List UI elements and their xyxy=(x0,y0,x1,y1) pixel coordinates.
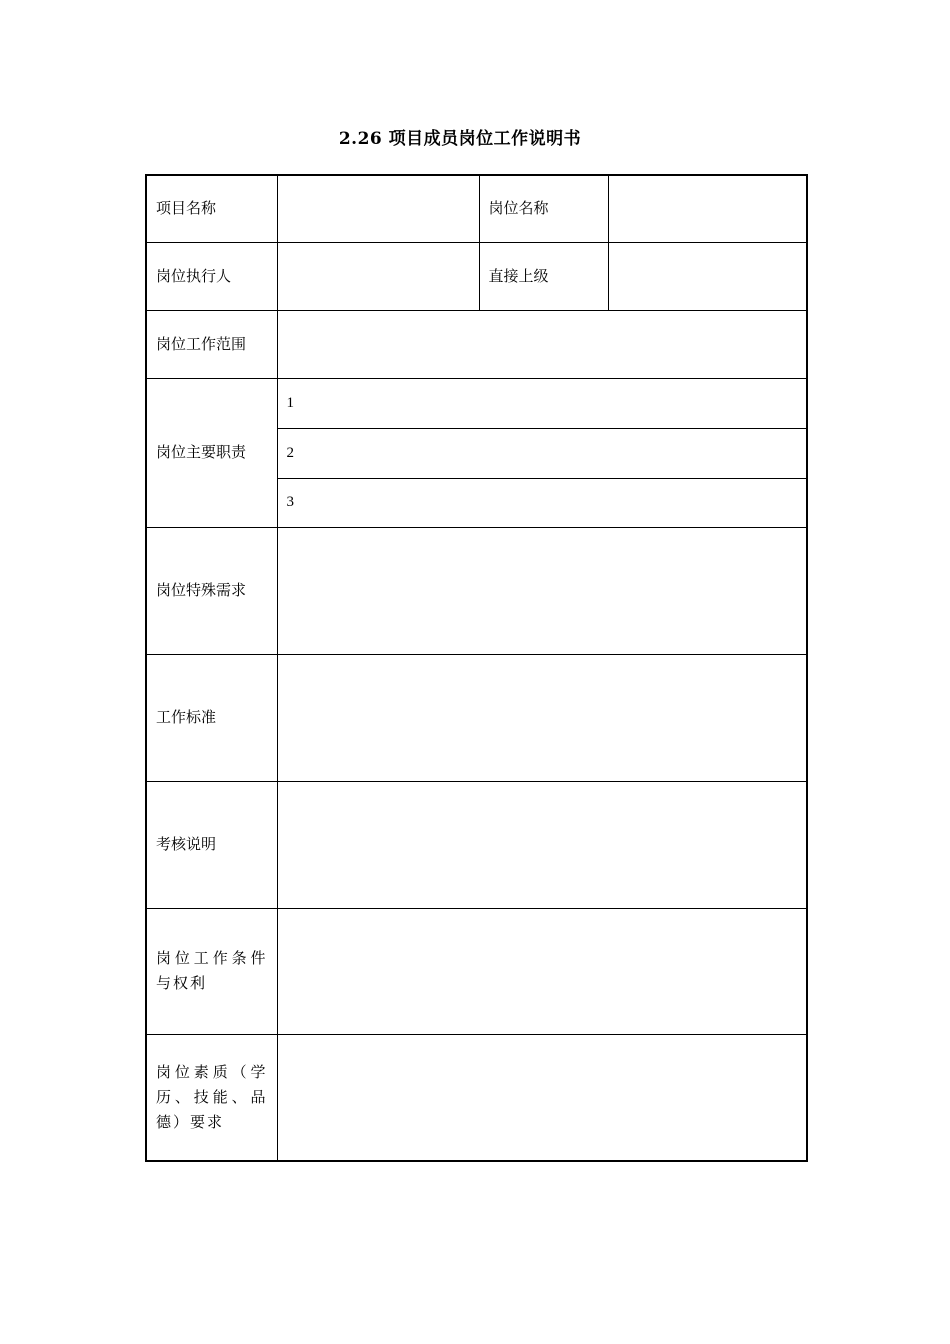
assessment-label: 考核说明 xyxy=(146,781,277,908)
work-standard-field[interactable] xyxy=(277,654,807,781)
position-name-label: 岗位名称 xyxy=(479,175,608,242)
quality-field[interactable] xyxy=(277,1034,807,1161)
form-row-special xyxy=(146,527,807,654)
form-row-duty-1 xyxy=(146,378,807,428)
position-name-field[interactable] xyxy=(608,175,807,242)
conditions-label: 岗位工作条件与权利 xyxy=(146,908,277,1034)
project-name-label: 项目名称 xyxy=(146,175,277,242)
form-row-standard xyxy=(146,654,807,781)
work-standard-label: 工作标准 xyxy=(146,654,277,781)
supervisor-label: 直接上级 xyxy=(479,242,608,310)
duty-item[interactable]: 3 xyxy=(277,478,807,527)
scope-label: 岗位工作范围 xyxy=(146,310,277,378)
special-needs-label: 岗位特殊需求 xyxy=(146,527,277,654)
form-row-project xyxy=(146,175,807,242)
executor-field[interactable] xyxy=(277,242,479,310)
duties-label: 岗位主要职责 xyxy=(146,378,277,527)
executor-label: 岗位执行人 xyxy=(146,242,277,310)
form-row-scope xyxy=(146,310,807,378)
supervisor-field[interactable] xyxy=(608,242,807,310)
assessment-field[interactable] xyxy=(277,781,807,908)
duty-item[interactable]: 1 xyxy=(277,378,807,428)
duty-item[interactable]: 2 xyxy=(277,428,807,478)
quality-label: 岗位素质（学历、技能、品德）要求 xyxy=(146,1034,277,1161)
project-name-field[interactable] xyxy=(277,175,479,242)
form-row-assessment xyxy=(146,781,807,908)
form-row-conditions xyxy=(146,908,807,1034)
job-description-form xyxy=(145,174,808,1162)
form-row-quality xyxy=(146,1034,807,1161)
scope-field[interactable] xyxy=(277,310,807,378)
document-title: 2.26 项目成员岗位工作说明书 xyxy=(338,129,582,149)
conditions-field[interactable] xyxy=(277,908,807,1034)
special-needs-field[interactable] xyxy=(277,527,807,654)
form-row-executor xyxy=(146,242,807,310)
